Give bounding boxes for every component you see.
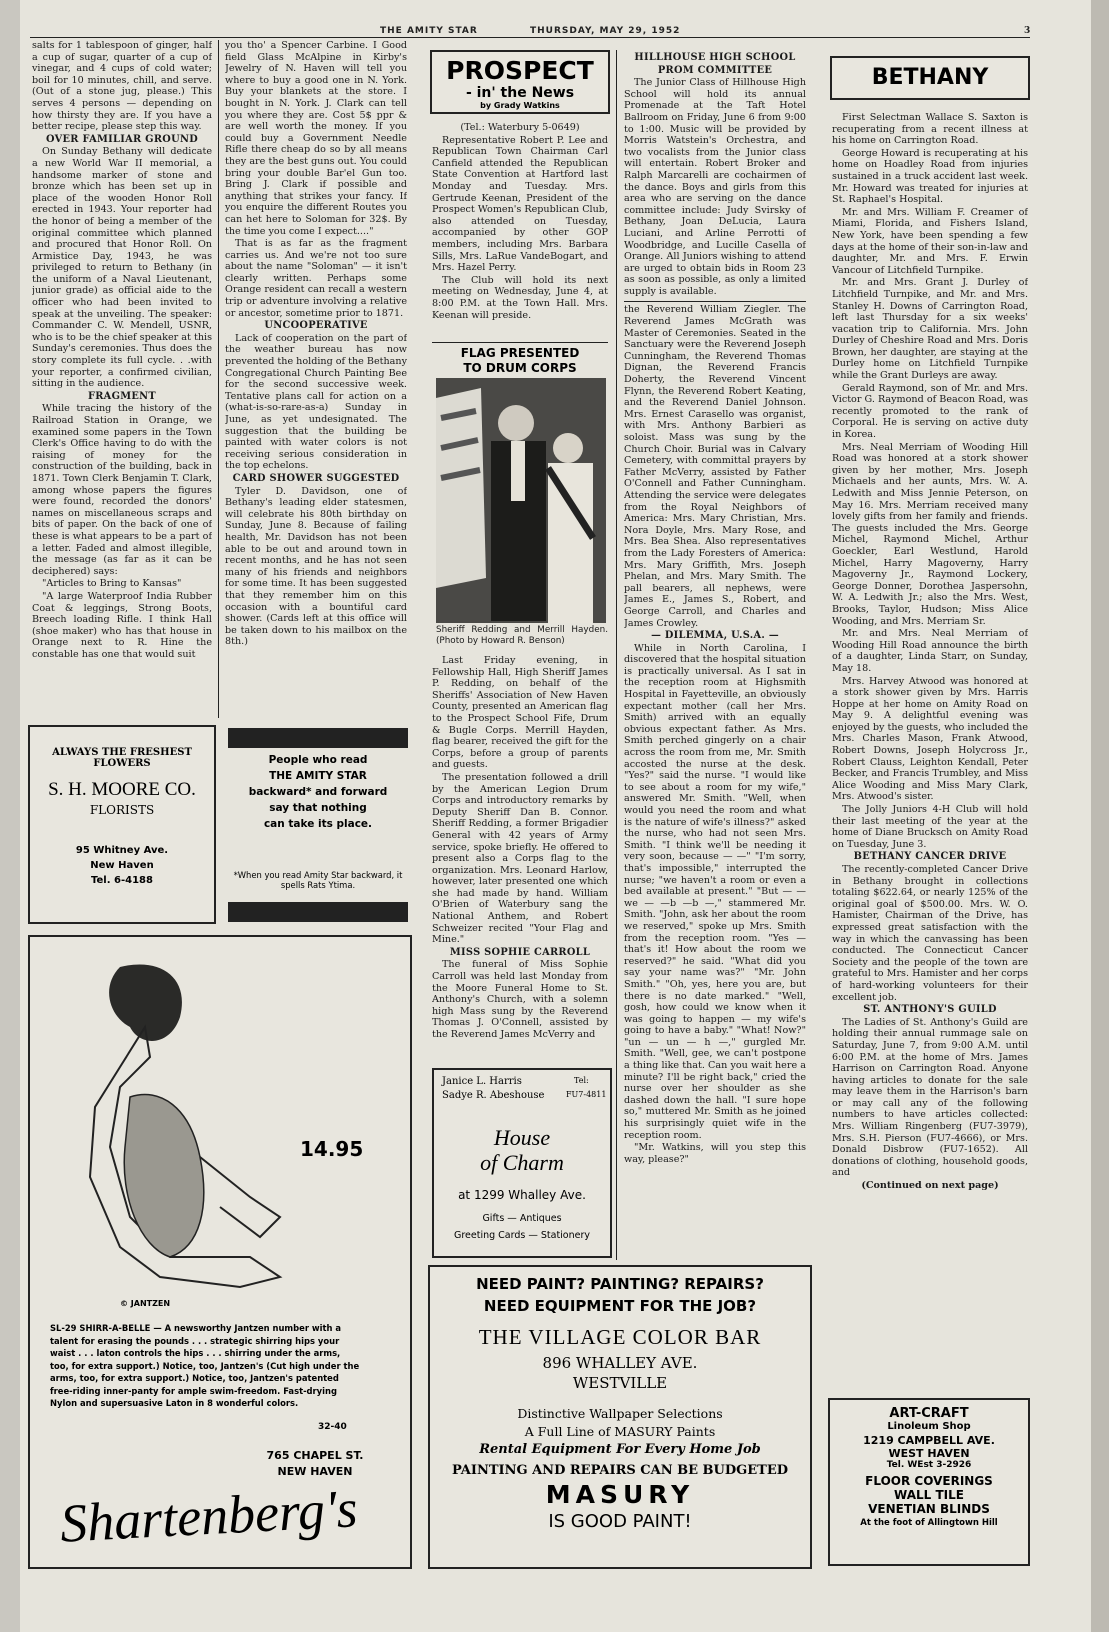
masthead-date: THURSDAY, MAY 29, 1952 — [530, 26, 681, 36]
photo-caption: Sheriff Redding and Merrill Hayden. (Photo by Howard R. Benson) — [436, 625, 608, 646]
ad-line: Rental Equipment For Every Home Job — [479, 1442, 761, 1457]
ad-line: A Full Line of MASURY Paints — [524, 1424, 716, 1439]
article-paragraph: the Reverend William Ziegler. The Reverend James McGrath was Master of Ceremonies. Seated in the Sanctuary were the Reverend Joseph Cunningham, the Reverend Thomas Dignan, the Reverend Francis Doherty, the Reverend Vincent Flynn, the Reverend Robert Keating, and the Reverend Daniel Johnson. Mrs. Ernest Carasello was organist, with Mrs. Anthony Barbieri as soloist. Mass was sung by the Church Choir. Burial was in Calvary Cemetery, with committal prayers by Father McVerry, assisted by Father O'Connell and Father Cunningham. Attending the service were delegates from the Royal Neighbors of America: Mrs. Mary Christian, Mrs. Nora Doyle, Mrs. Mary Rose, and Mrs. Bea Shea. Also representatives from the Lady Foresters of America: Mrs. Mary Griffith, Mrs. Joseph Phelan, and Mrs. Mary Smith. The pall bearers, all nephews, were James E., James S., Robert, and George Carroll, and Charles and James Crowley. — [624, 301, 806, 629]
header-rule — [30, 37, 1030, 38]
page-binding-right — [1091, 0, 1109, 1632]
article-paragraph: The recently-completed Cancer Drive in Bethany brought in collections totaling $622.64, or nearly 125% of the original goal of $500.00. Mrs. W. O. Hamister, Chairman of the Drive, has expressed great satisfaction with the way in which the canvassing has been conducted. The Connecticut Cancer Society and the people of the town are grateful to Mrs. Hamister and her corps of hard-working volunteers for their excellent job. — [832, 864, 1028, 1003]
ad-line: FLOOR COVERINGS — [865, 1474, 993, 1488]
article-paragraph: Mrs. Harvey Atwood was honored at a stork shower given by Mrs. Harris Hoppe at her home on Amity Road on May 9. A delightful evening was enjoyed by the guests, who included the Mrs. Charles Mason, Frank Atwood, Robert Downs, Joseph Holycross Jr., Robert Clauss, Leighton Kendall, Peter Becker, and Francis Trumbley, and Miss Alice Wooding and Miss Mary Clark, Mrs. Atwood's sister. — [832, 675, 1028, 803]
article-paragraph: Mr. and Mrs. William F. Creamer of Miami, Florida, and Fishers Island, New York, have been spending a few days at the home of their son-in-law and daughter, Mr. and Mrs. F. Erwin Vancour of Litchfield Turnpike. — [832, 206, 1028, 276]
page-number: 3 — [1024, 26, 1031, 36]
headline-st-anthonys-guild: ST. ANTHONY'S GUILD — [863, 1004, 997, 1016]
article-paragraph: "Articles to Bring to Kansas" — [42, 578, 182, 590]
ad-price: 14.95 — [300, 1137, 364, 1161]
shop-name-line-2: of Charm — [480, 1150, 564, 1175]
column-1 — [32, 40, 212, 718]
article-paragraph: Gerald Raymond, son of Mr. and Mrs. Victor G. Raymond of Beacon Road, was recently promoted to the rank of Corporal. He is serving on active duty in Korea. — [832, 382, 1028, 441]
bethany-masthead — [830, 56, 1030, 100]
prospect-title: PROSPECT — [446, 56, 594, 85]
headline-hillhouse: HILLHOUSE HIGH SCHOOL — [634, 52, 796, 63]
article-paragraph: Lack of cooperation on the part of the weather bureau has now prevented the holding of the Bethany Congregational Church Painting Bee for the second successive week. Tentative plans call for action on a (what-is-so-rare-as-a) Sunday in June, as yet undesignated. The suggestion that the building be painted with water colors is not receiving serious consideration in the top echelons. — [225, 332, 407, 472]
flag-presentation-photo — [436, 378, 606, 623]
prospect-byline: by Grady Watkins — [480, 101, 560, 110]
column-2 — [225, 40, 407, 718]
ad-business-name: ART-CRAFT — [889, 1406, 969, 1421]
ad-line: PAINTING AND REPAIRS CAN BE BUDGETED — [451, 1463, 789, 1478]
ad-owner-1: Janice L. Harris — [442, 1076, 522, 1087]
ad-line: People who read — [268, 754, 368, 766]
masury-brand: MASURY — [545, 1480, 695, 1509]
recipe-text: salts for 1 tablespoon of ginger, half a cup of sugar, quarter of a cup of vinegar, and 4 cups of cold water; boil for 10 minutes, chill, and serve. (Out of a stone jug, please.) This serves 4 persons — depending on how thirsty they are. If you have a better recipe, please step this way. — [32, 40, 212, 133]
shartenbergs-logo: Shartenberg's — [58, 1478, 359, 1554]
ad-line: At the foot of Allingtown Hill — [860, 1518, 998, 1528]
ad-city: New Haven — [90, 860, 154, 871]
ad-tagline: ALWAYS THE FRESHEST — [52, 747, 192, 758]
column-rule — [616, 50, 617, 1260]
article-paragraph: The Jolly Juniors 4-H Club will hold their last meeting of the year at the home of Diane Brucksch on Amity Road on Tuesday, June 3. — [832, 804, 1028, 850]
ad-phone: Tel. WEst 3-2926 — [886, 1460, 972, 1470]
ad-business-type: Linoleum Shop — [887, 1421, 971, 1432]
ad-art-craft — [828, 1398, 1030, 1566]
headline-uncooperative: UNCOOPERATIVE — [264, 320, 368, 332]
article-paragraph: Representative Robert P. Lee and Republican Town Chairman Carl Canfield attended the Republican State Convention at Hartford last Monday and Tuesday. Mrs. Gertrude Keenan, President of the Prospect Women's Republican Club, also attended on Tuesday, accompanied by other GOP members, including Mrs. Barbara Sills, Mrs. LaRue VandeBogart, and Mrs. Hazel Perry. — [432, 134, 608, 274]
swimsuit-model-illustration — [50, 957, 290, 1307]
ad-address: 1219 CAMPBELL AVE. — [863, 1434, 995, 1447]
shop-name-line-1: House — [493, 1125, 551, 1150]
prospect-masthead — [430, 50, 610, 114]
ad-footnote: *When you read Amity Star backward, it spells Rats Ytima. — [233, 870, 403, 890]
prospect-subtitle: - in' the News — [465, 85, 575, 101]
masthead-paper-name: THE AMITY STAR — [380, 26, 478, 36]
page-binding-edge — [0, 0, 20, 1632]
column-rule — [218, 40, 219, 718]
ad-address: 765 CHAPEL ST. — [266, 1449, 364, 1462]
photo-image — [436, 378, 606, 623]
ad-shartenbergs — [28, 935, 412, 1569]
ad-amity-star — [228, 752, 408, 890]
article-paragraph: The Ladies of St. Anthony's Guild are holding their annual rummage sale on Saturday, June 7, from 9:00 A.M. until 6:00 P.M. at the home of Mrs. James Harrison on Carrington Road. Anyone having articles to donate for the sale may leave them in the Harrison's barn or may call any of the following numbers to have articles collected: Mrs. William Ringenberg (FU7-3979), Mrs. S.H. Pierson (FU7-4666), or Mrs. Donald Disbrow (FU7-1652). All donations of clothing, household goods, and — [832, 1016, 1028, 1179]
column-3-bottom — [432, 655, 608, 1053]
headline-flag-presented: FLAG PRESENTED — [460, 346, 580, 360]
ad-city: NEW HAVEN — [277, 1465, 353, 1478]
column-5 — [832, 112, 1028, 1382]
ad-line: WALL TILE — [894, 1488, 964, 1502]
article-paragraph: While tracing the history of the Railroad Station in Orange, we examined some papers in the Town Clerk's Office having to do with the raising of money for the construction of the building, back in 1871. Town Clerk Benjamin T. Clark, among whose papers the figures were found, recorded the donors' names on miscellaneous scraps and bits of paper. On the back of one of these is what appears to be a part of a letter. Faded and almost illegible, the message (as far as it can be deciphered) says: — [32, 403, 212, 577]
ad-line: VENETIAN BLINDS — [868, 1502, 990, 1516]
ad-village-color-bar — [428, 1265, 812, 1569]
ad-house-of-charm — [432, 1068, 612, 1258]
ad-sizes: 32-40 — [318, 1422, 347, 1432]
article-paragraph: The funeral of Miss Sophie Carroll was held last Monday from the Moore Funeral Home to St. Anthony's Church, with a solemn high Mass sung by the Reverend Thomas J. O'Connell, assisted by the Reverend James McVerry and — [432, 959, 608, 1040]
ad-copy: SL-29 SHIRR-A-BELLE — A newsworthy Jantzen number with a talent for erasing the pounds . . . strategic shirring hips your waist . . . laton controls the hips . . . shirring under the arms, too, for extra support.) Notice, too, Jantzen's (Cut high under the arms, too, for extra support.) Notice, too, Jantzen's patented free-riding inner-panty for ample swim-freedom. Fast-drying Nylon and supersuasive Laton in 8 wonderful colors. — [50, 1323, 360, 1408]
article-paragraph: On Sunday Bethany will dedicate a new World War II memorial, a handsome marker of stone and bronze which has been set up in place of the wooden Honor Roll erected in 1943. Your reporter had the honor of being a member of the original committee which planned and procured that Honor Roll. On Armistice Day, 1943, he was privileged to return to Bethany (in the uniform of a Naval Lieutenant, junior grade) as official aide to the officer who had been invited to speak at the unveiling. The speaker: Commander C. W. Mendell, USNR, who is to be the chief speaker at this Sunday's ceremonies. Thus does the story complete its full cycle. . .with your reporter, a confirmed civilian, sitting in the audience. — [32, 146, 212, 390]
article-paragraph: George Howard is recuperating at his home on Hoadley Road from injuries sustained in a truck accident last week. Mr. Howard was treated for injuries at St. Raphael's Hospital. — [832, 147, 1028, 206]
headline-dilemma: — DILEMMA, U.S.A. — — [651, 630, 779, 642]
headline-prom-committee: PROM COMMITTEE — [657, 64, 773, 76]
article-paragraph: The Club will hold its next meeting on Wednesday, June 4, at 8:00 P.M. at the Town Hall. Mrs. Keenan will preside. — [432, 274, 608, 321]
ad-business-name: S. H. MOORE CO. — [48, 779, 196, 800]
ad-owner-2: Sadye R. Abeshouse — [442, 1090, 545, 1101]
ad-phone-label: Tel: — [574, 1076, 589, 1085]
ad-line: can take its place. — [263, 818, 373, 830]
article-paragraph: The Junior Class of Hillhouse High School will hold its annual Promenade at the Taft Hotel Ballroom on Friday, June 6 from 9:00 to 1:00. Music will be provided by Morris Watstein's Orchestra, and two vocalists from the Junior class will entertain. Robert Broker and Ralph Marcarelli are cochairmen of the dance. Boys and girls from this area who are serving on the dance committee include: Judy Svirsky of Bethany, Joan DeLucia, Laura Luciani, and Arline Perrotti of Woodbridge, and Lucille Casella of Orange. All Juniors wishing to attend are urged to obtain bids in Room 23 as soon as possible, as only a limited supply is available. — [624, 77, 806, 297]
article-paragraph: Mr. and Mrs. Grant J. Durley of Litchfield Turnpike, and Mr. and Mrs. Stanley H. Downs of Carrington Road, left last Thursday for a six weeks' vacation trip to California. Mrs. John Durley of Cheshire Road and Mrs. Doris Brown, her daughter, are staying at the Durley home on Litchfield Turnpike while the Grant Durleys are away. — [832, 277, 1028, 382]
ad-line: THE AMITY STAR — [269, 770, 367, 782]
ad-line: Gifts — Antiques — [482, 1213, 562, 1224]
ad-tagline: FLOWERS — [93, 758, 151, 769]
ad-city: WEST HAVEN — [888, 1447, 970, 1460]
article-paragraph: First Selectman Wallace S. Saxton is recuperating from a recent illness at his home on Carrington Road. — [832, 112, 1028, 147]
article-paragraph: Last Friday evening, in Fellowship Hall, High Sheriff James P. Redding, on behalf of the Sheriffs' Association of New Haven County, presented an American flag to the Prospect School Fife, Drum & Bugle Corps. Merrill Hayden, flag bearer, received the gift for the Corps, before a group of parents and guests. — [432, 655, 608, 771]
article-paragraph: Mr. and Mrs. Neal Merriam of Wooding Hill Road announce the birth of a daughter, Linda Starr, on Sunday, May 18. — [832, 628, 1028, 674]
article-paragraph: "A large Waterproof India Rubber Coat & leggings, Strong Boots, Breech loading Rifle. I think Hall (shoe maker) who has that house in Orange next to R. Hine the constable has one that would suit — [32, 590, 212, 660]
ad-business-type: FLORISTS — [89, 803, 155, 817]
ad-address: 896 WHALLEY AVE. — [542, 1354, 698, 1372]
article-paragraph: That is as far as the fragment carries us. And we're not too sure about the name "Soloman" — it isn't clearly written. Perhaps some Orange resident can recall a western trip or adventure involving a relative or ancestor, sometime prior to 1871. — [225, 238, 407, 319]
article-paragraph: Mrs. Neal Merriam of Wooding Hill Road was honored at a stork shower given by her mother, Mrs. Joseph Michaels and her aunts, Mrs. W. A. Ledwith and Miss Jennie Peterson, on May 16. Mrs. Merriam received many lovely gifts from her family and friends. The guests included the Mrs. George Michel, Raymond Michel, Arthur Goeckler, Earl Westlund, Harold Michel, Harry Magoverny, Harry Magoverny Jr., Raymond Lockery, George Donner, Dorothea Jaspersohn, W. A. Ledwith Jr.; also the Mrs. West, Brooks, Taylor, Hudson; Miss Alice Wooding, and Mrs. Merriam Sr. — [832, 441, 1028, 627]
column-3-top — [432, 122, 608, 342]
ad-black-bar — [228, 728, 408, 748]
ad-sh-moore-florists — [28, 725, 216, 924]
ad-business-name: THE VILLAGE COLOR BAR — [478, 1325, 762, 1349]
article-paragraph: The presentation followed a drill by the American Legion Drum Corps and introductory remarks by Deputy Sheriff Dan B. Connor. Sheriff Redding, a former Brigadier General with 42 years of Army service, spoke briefly. He offered to present also a Corps flag to the organization. Mrs. Leonard Harlow, however, later presented one which she had made by hand. William O'Brien of Waterbury sang the National Anthem, and Robert Schweizer recited "Your Flag and Mine." — [432, 771, 608, 946]
ad-slogan: IS GOOD PAINT! — [548, 1511, 692, 1532]
ad-black-bar — [228, 902, 408, 922]
headline-card-shower: CARD SHOWER SUGGESTED — [232, 472, 400, 484]
article-paragraph: While in North Carolina, I discovered that the hospital situation is practically universal. As I sat in the reception room at Highsmith Hospital in Fayetteville, an obviously expectant mother (call her Mrs. Smith) arrived with an equally obvious expectant father. As Mrs. Smith perched gingerly on a chair across the room from me, Mr. Smith accosted the nurse at the desk. "Yes?" said the nurse. "I would like to see about a room for my wife," answered Mr. Smith. "Well, when would you need the room and what is the nature of wife's illness?" asked the nurse, who had not seen Mrs. Smith. "I think we'll be needing it very soon, because — —" "I'm sorry, that's impossible," interrupted the nurse; "we haven't a room or even a bed available at present." "But — —we — —b —b —," stammered Mr. Smith. "John, ask her about the room we reserved," spoke up Mrs. Smith from the reception room. "Yes — that's it! How about the room we reserved?" he said. "What did you say your name was?" "Mr. John Smith." "Oh, yes, here you are, but there is no date marked." "Well, gosh, how could we know when it was going to happen — my wife's going to have a baby." "What! Now?" "un — un — h —," gurgled Mr. Smith. "Well, gee, we can't postpone a thing like that. Can you wait here a minute? I'll be right back," cried the nurse over her shoulder as she dashed down the hall. "I sure hope so," muttered Mr. Smith as he joined his surprisingly quiet wife in the reception room. — [624, 642, 806, 1141]
bethany-title: BETHANY — [871, 65, 989, 90]
ad-phone: FU7-4811 — [566, 1090, 607, 1099]
ad-brand: © JANTZEN — [120, 1299, 171, 1308]
ad-address: 95 Whitney Ave. — [75, 845, 169, 856]
article-paragraph: "Mr. Watkins, will you step this way, please?" — [624, 1142, 806, 1165]
ad-line: Greeting Cards — Stationery — [453, 1230, 591, 1241]
headline-cancer-drive: BETHANY CANCER DRIVE — [853, 851, 1007, 863]
prospect-phone: (Tel.: Waterbury 5-0649) — [460, 122, 580, 133]
ad-line: Distinctive Wallpaper Selections — [517, 1406, 723, 1421]
ad-headline: NEED PAINT? PAINTING? REPAIRS? — [476, 1275, 764, 1293]
ad-city: WESTVILLE — [572, 1374, 668, 1392]
ad-line: say that nothing — [269, 802, 367, 814]
article-paragraph: you tho' a Spencer Carbine. I Good field Glass McAlpine in Kirby's Jewelry of N. Haven will tell you where to buy a good one in N. York. Buy your blankets at the store. I bought in N. York. J. Clark can tell you where they are. Cost 5$ ppr & are well worth the money. If you could buy a Government Needle Rifle there cheap do so by all means they are the best guns out. You could bring your double Bar'el Gun too. Bring J. Clark if possible and anything that strikes your fancy. If you enquire the different Routes you can het here to Soloman for 32$. By the time you come I expect...." — [225, 40, 407, 237]
headline-over-familiar-ground: OVER FAMILIAR GROUND — [45, 133, 199, 145]
article-paragraph: Tyler D. Davidson, one of Bethany's leading elder statesmen, will celebrate his 80th birthday on Sunday, June 8. Because of failing health, Mr. Davidson has not been able to be out and around town in recent months, and he has not seen many of his friends and neighbors for some time. It has been suggested that they remember him on this occasion with a bountiful card shower. (Cards left at this office will be taken down to his mailbox on the 8th.) — [225, 485, 407, 648]
headline-fragment: FRAGMENT — [87, 390, 157, 402]
section-rule — [432, 342, 608, 343]
ad-phone: Tel. 6-4188 — [91, 875, 153, 886]
ad-line: backward* and forward — [248, 786, 388, 798]
continued-note: (Continued on next page) — [861, 1180, 999, 1192]
column-4 — [624, 52, 806, 1260]
ad-headline: NEED EQUIPMENT FOR THE JOB? — [483, 1297, 757, 1315]
ad-address: at 1299 Whalley Ave. — [458, 1188, 586, 1202]
headline-drum-corps: TO DRUM CORPS — [463, 361, 577, 375]
headline-sophie-carroll: MISS SOPHIE CARROLL — [449, 946, 591, 958]
